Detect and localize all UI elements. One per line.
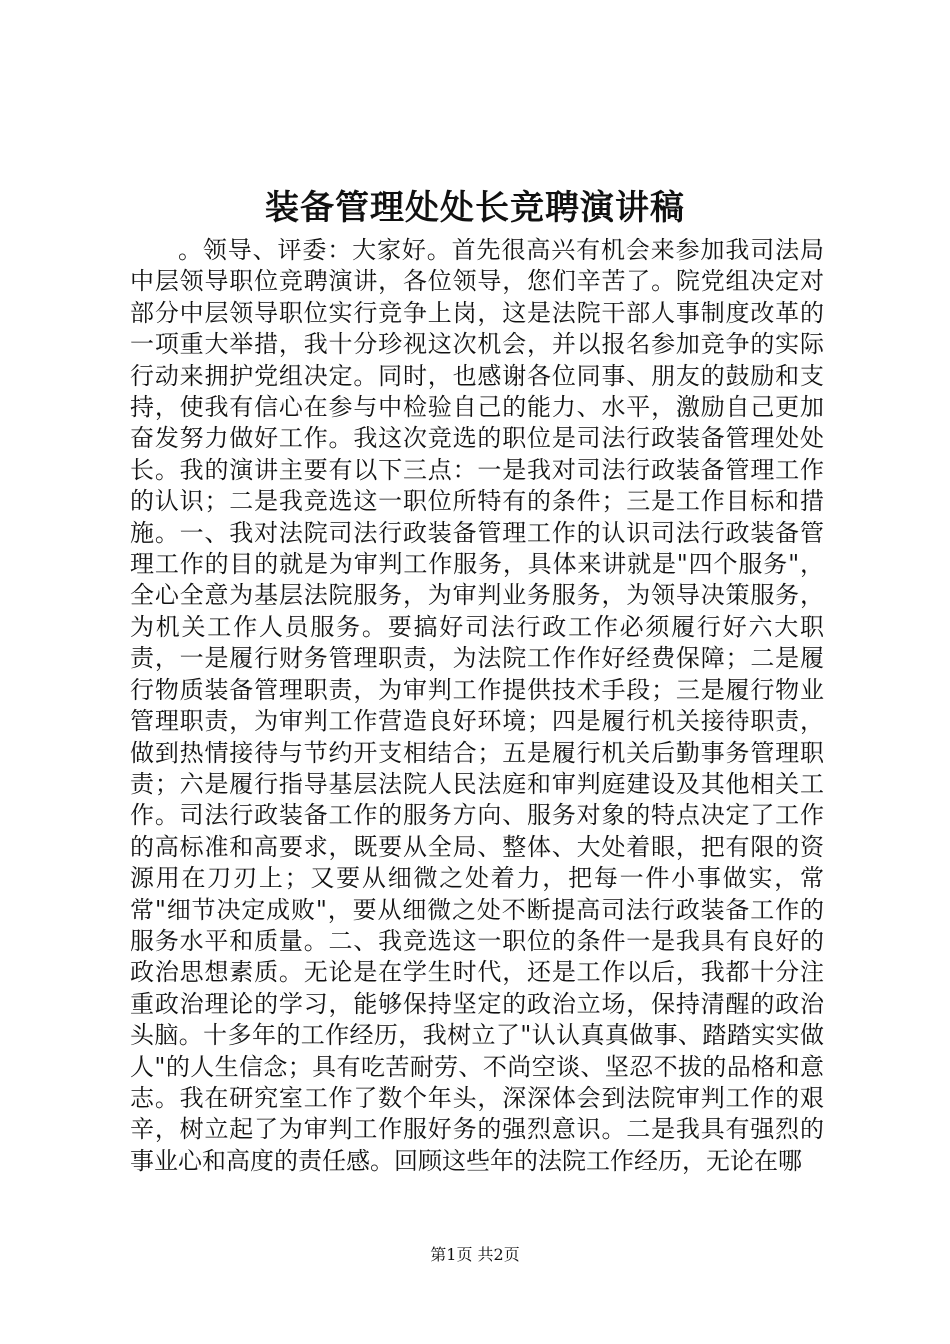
page-number-footer: 第1页 共2页 [430, 1245, 520, 1264]
document-title: 装备管理处处长竞聘演讲稿 [265, 188, 685, 228]
document-body-paragraph: 。领导、评委：大家好。首先很高兴有机会来参加我司法局中层领导职位竞聘演讲，各位领导，您们辛苦了。院党组决定对部分中层领导职位实行竞争上岗，这是法院干部人事制度改革的一项重大举措，我十分珍视这次机会，并以报名参加竞争的实际行动来拥护党组决定。同时，也感谢各位同事、朋友的鼓励和支持，使我有信心在参与中检验自己的能力、水平，激励自己更加奋发努力做好工作。我这次竞选的职位是司法行政装备管理处处长。我的演讲主要有以下三点：一是我对司法行政装备管理工作的认识；二是我竞选这一职位所特有的条件；三是工作目标和措施。一、我对法院司法行政装备管理工作的认识司法行政装备管理工作的目的就是为审判工作服务，具体来讲就是"四个服务"，全心全意为基层法院服务，为审判业务服务，为领导决策服务，为机关工作人员服务。要搞好司法行政工作必须履行好六大职责，一是履行财务管理职责，为法院工作作好经费保障；二是履行物质装备管理职责，为审判工作提供技术手段；三是履行物业管理职责，为审判工作营造良好环境；四是履行机关接待职责，做到热情接待与节约开支相结合；五是履行机关后勤事务管理职责；六是履行指导基层法院人民法庭和审判庭建设及其他相关工作。司法行政装备工作的服务方向、服务对象的特点决定了工作的高标准和高要求，既要从全局、整体、大处着眼，把有限的资源用在刀刃上；又要从细微之处着力，把每一件小事做实，常常"细节决定成败"，要从细微之处不断提高司法行政装备工作的服务水平和质量。二、我竞选这一职位的条件一是我具有良好的政治思想素质。无论是在学生时代，还是工作以后，我都十分注重政治理论的学习，能够保持坚定的政治立场，保持清醒的政治头脑。十多年的工作经历，我树立了"认认真真做事、踏踏实实做人"的人生信念；具有吃苦耐劳、不尚空谈、坚忍不拔的品格和意志。我在研究室工作了数个年头，深深体会到法院审判工作的艰辛，树立起了为审判工作服好务的强烈意识。二是我具有强烈的事业心和高度的责任感。回顾这些年的法院工作经历，无论在哪 [130, 236, 824, 1175]
